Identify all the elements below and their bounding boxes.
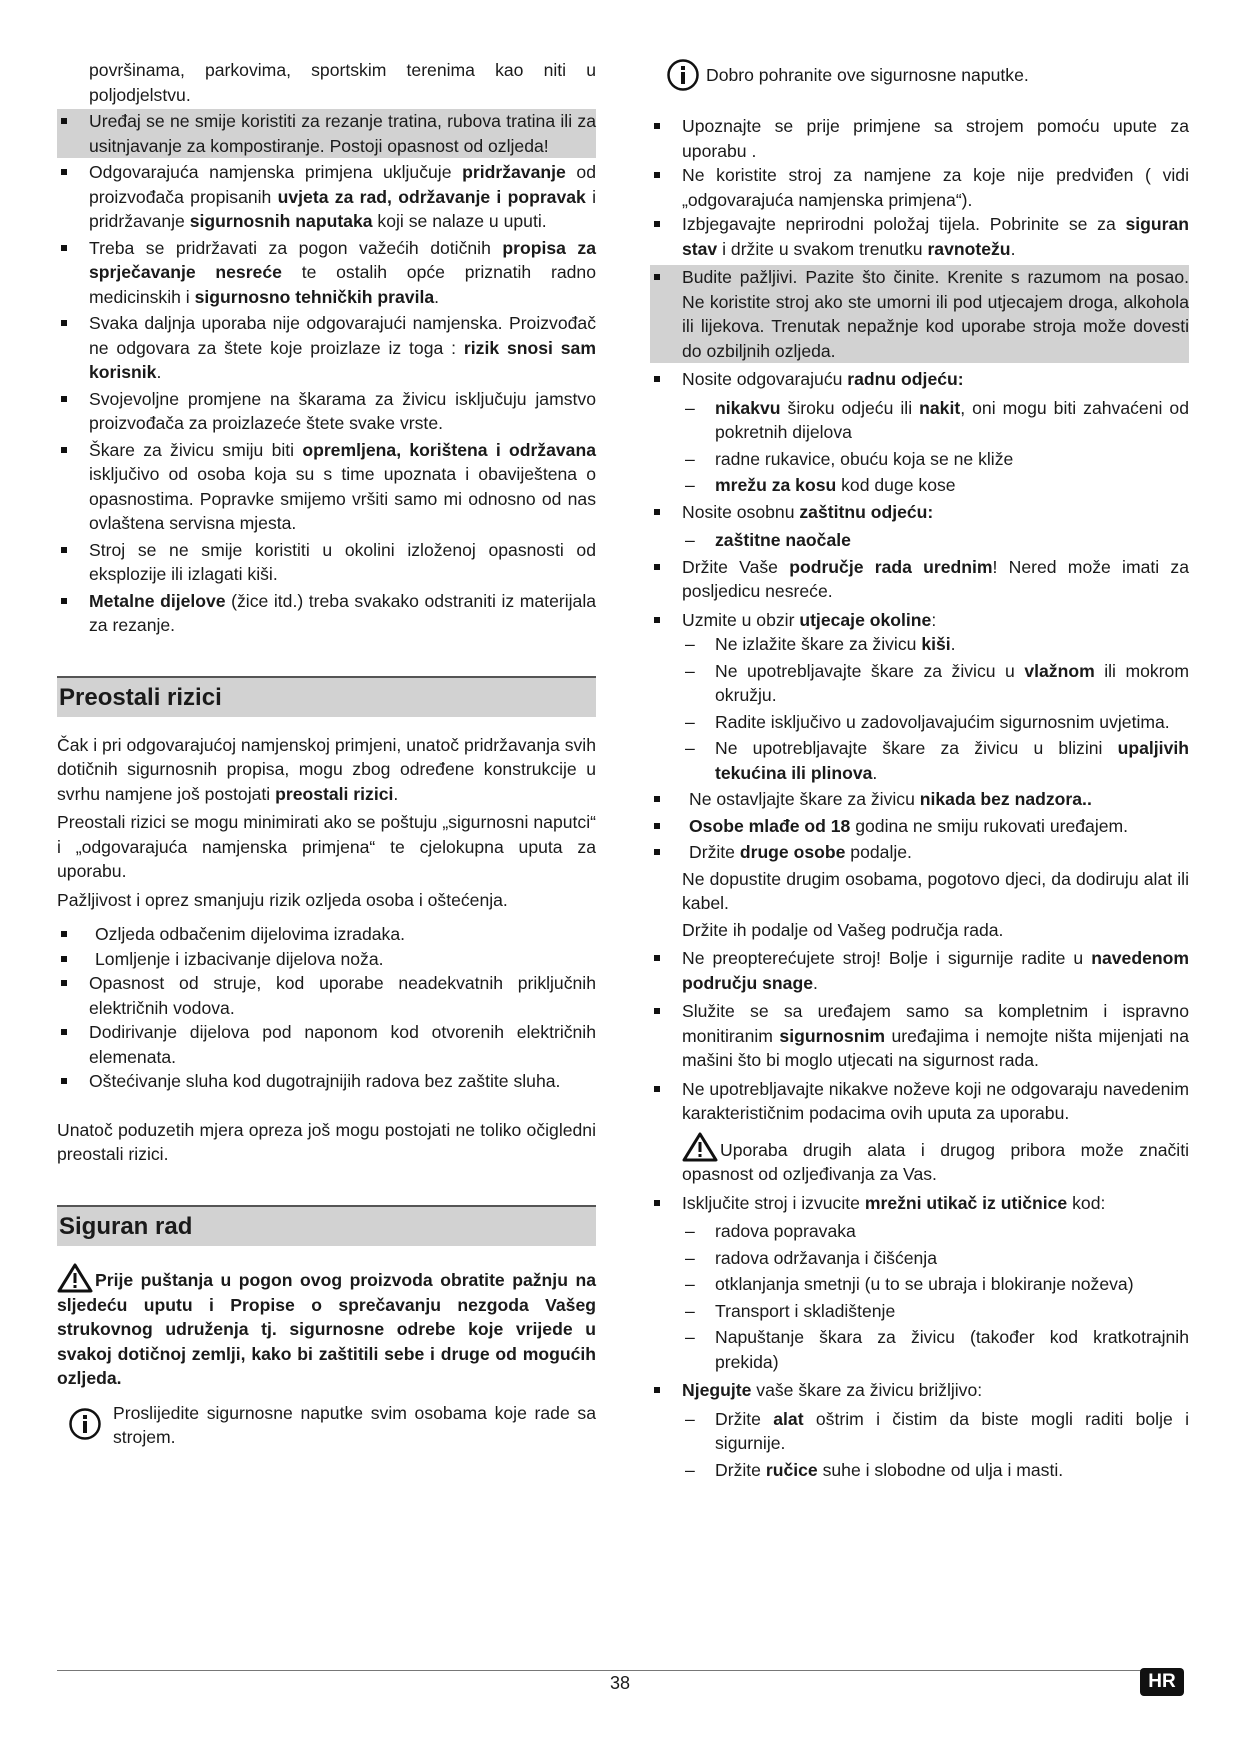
- warning-icon: [682, 1132, 718, 1162]
- bullet-icon: [57, 438, 89, 462]
- bullet-icon: [57, 1069, 89, 1093]
- paragraph: Preostali rizici se mogu minimirati ako se poštuju „sigurnosni naputci“ i „odgovarajuća namjenska primjena“ te cjelokupna uputa za uporabu.: [57, 812, 596, 881]
- warning-paragraph: Prije puštanja u pogon ovog proizvoda obratite pažnju na sljedeću uputu i Propise o sprečavanju nezgoda Vašeg strukovnog udruženja tj. sigurnosne odrebe koje vrijede u svakoj dotičnoj zemlji, kako bi zaštitili sebe i druge od mogućih ozljeda.: [57, 1268, 596, 1391]
- list-item: Budite pažljivi. Pazite što činite. Krenite s razumom na posao. Ne koristite stroj ako ste umorni ili pod utjecajem droga, alkohola ili lijekova. Trenutak nepažnje kod uporabe stroja može dovesti do ozbiljnih ozljeda.: [650, 265, 1189, 363]
- info-note: Proslijedite sigurnosne naputke svim osobama koje rade sa strojem.: [57, 1401, 596, 1450]
- list-item: Opasnost od struje, kod uporabe neadekvatnih priključnih električnih vodova.: [57, 971, 596, 1020]
- bullet-icon: [650, 500, 682, 524]
- list-item: Držite Vaše područje rada urednim! Nered može imati za posljedicu nesreće.: [650, 555, 1189, 604]
- info-icon: [660, 58, 706, 92]
- info-note: Dobro pohranite ove sigurnosne naputke.: [650, 58, 1189, 92]
- bullet-icon: [650, 946, 682, 970]
- list-item: Odgovarajuća namjenska primjena uključuje pridržavanje od proizvođača propisanih uvjeta za rad, održavanje i popravak i pridržavanje sigurnosnih naputaka koji se nalaze u uputi.: [57, 160, 596, 234]
- left-column: [57, 58, 596, 1450]
- dash-item: – Radite isključivo u zadovoljavajućim sigurnosnim uvjetima.: [685, 711, 1170, 732]
- section-heading-safe-work: Siguran rad: [57, 1205, 596, 1246]
- warning-note: Uporaba drugih alata i drugog pribora može značiti opasnost od ozljeđivanja za Vas.: [650, 1138, 1189, 1187]
- list-item: Stroj se ne smije koristiti u okolini izloženoj opasnosti od eksplozije ili izlagati kiši.: [57, 538, 596, 587]
- list-item: Isključite stroj i izvucite mrežni utikač iz utičnice kod:: [650, 1191, 1189, 1216]
- list-item: Nosite odgovarajuću radnu odjeću:: [650, 367, 1189, 392]
- dash-item: – radova popravaka: [685, 1221, 856, 1241]
- dash-item: – Držite ručice suhe i slobodne od ulja i masti.: [685, 1459, 1064, 1480]
- bullet-icon: [57, 922, 89, 946]
- bullet-icon: [650, 114, 682, 138]
- footer-divider: [57, 1670, 1183, 1671]
- dash-item: – radova održavanja i čišćenja: [685, 1247, 938, 1268]
- list-item: Ne ostavljajte škare za živicu nikada bez nadzora..: [650, 787, 1189, 812]
- list-item: Treba se pridržavati za pogon važećih dotičnih propisa za sprječavanje nesreće te ostalih opće priznatih radno medicinskih i sigurnosno tehničkih pravila.: [57, 236, 596, 310]
- language-badge: HR: [1140, 1668, 1184, 1696]
- bullet-icon: [650, 212, 682, 236]
- page-number: 38: [609, 1673, 631, 1693]
- paragraph: Čak i pri odgovarajućoj namjenskoj primjeni, unatoč pridržavanja svih dotičnih sigurnosnih propisa, mogu zbog određene konstrukcije u svrhu namjene još postojati preostali rizici.: [57, 734, 596, 804]
- bullet-icon: [650, 814, 682, 838]
- bullet-icon: [57, 1020, 89, 1044]
- bullet-icon: [650, 840, 682, 864]
- list-item: Njegujte vaše škare za živicu brižljivo:: [650, 1378, 1189, 1403]
- list-item: Ozljeda odbačenim dijelovima izradaka.: [57, 922, 596, 947]
- dash-item: – Napuštanje škara za živicu (također kod kratkotrajnih prekida): [685, 1327, 1189, 1372]
- info-icon: [57, 1407, 113, 1441]
- bullet-icon: [57, 589, 89, 613]
- list-item: Ne koristite stroj za namjene za koje nije predviđen ( vidi „odgovarajuća namjenska primjena“).: [650, 163, 1189, 212]
- list-item: Dodirivanje dijelova pod naponom kod otvorenih električnih elemenata.: [57, 1020, 596, 1069]
- list-item: Ne preopterećujete stroj! Bolje i sigurnije radite u navedenom području snage.: [650, 946, 1189, 995]
- dash-item: – radne rukavice, obuću koja se ne kliže: [685, 448, 1014, 469]
- dash-item: – zaštitne naočale: [685, 530, 851, 550]
- dash-item: – Transport i skladištenje: [685, 1300, 896, 1321]
- bullet-icon: [57, 311, 89, 335]
- list-item: Držite druge osobe podalje.: [650, 840, 1189, 865]
- list-item: Izbjegavajte neprirodni položaj tijela. Pobrinite se za siguran stav i držite u svakom trenutku ravnotežu.: [650, 212, 1189, 261]
- bullet-icon: [650, 265, 682, 289]
- bullet-icon: [57, 236, 89, 260]
- warning-icon: [57, 1263, 93, 1293]
- bullet-icon: [57, 160, 89, 184]
- list-item: Svaka daljnja uporaba nije odgovarajući namjenska. Proizvođač ne odgovara za štete koje proizlaze iz toga : rizik snosi sam korisnik.: [57, 311, 596, 385]
- paragraph: Ne dopustite drugim osobama, pogotovo djeci, da dodiruju alat ili kabel.: [682, 868, 1189, 913]
- bullet-icon: [57, 971, 89, 995]
- bullet-icon: [650, 367, 682, 391]
- dash-item: – otklanjanja smetnji (u to se ubraja i blokiranje noževa): [685, 1274, 1134, 1294]
- dash-item: – Držite alat oštrim i čistim da biste mogli raditi bolje i sigurnije.: [685, 1408, 1189, 1453]
- dash-item: – Ne upotrebljavajte škare za živicu u blizini upaljivih tekućina ili plinova.: [685, 738, 1189, 783]
- bullet-icon: [57, 538, 89, 562]
- bullet-icon: [650, 608, 682, 632]
- list-item: Služite se sa uređajem samo sa kompletnim i ispravno monitiranim sigurnosnim uređajima i nemojte ništa mijenjati na mašini što bi moglo utjecati na sigurnost rada.: [650, 999, 1189, 1073]
- dash-item: – nikakvu široku odjeću ili nakit, oni mogu biti zahvaćeni od pokretnih dijelova: [685, 397, 1189, 442]
- paragraph: Unatoč poduzetih mjera opreza još mogu postojati ne toliko očigledni preostali rizici.: [57, 1119, 596, 1164]
- bullet-icon: [650, 1077, 682, 1101]
- list-item: Upoznajte se prije primjene sa strojem pomoću upute za uporabu .: [650, 114, 1189, 163]
- dash-item: – Ne izlažite škare za živicu kiši.: [685, 634, 956, 654]
- list-item: Oštećivanje sluha kod dugotrajnijih radova bez zaštite sluha.: [57, 1069, 596, 1094]
- list-item: Osobe mlađe od 18 godina ne smiju rukovati uređajem.: [650, 814, 1189, 839]
- list-item: Nosite osobnu zaštitnu odjeću:: [650, 500, 1189, 525]
- bullet-icon: [57, 109, 89, 133]
- bullet-icon: [650, 1378, 682, 1402]
- paragraph: Pažljivost i oprez smanjuju rizik ozljeda osoba i oštećenja.: [57, 889, 508, 910]
- list-item: Lomljenje i izbacivanje dijelova noža.: [57, 947, 596, 972]
- right-column: [650, 58, 1189, 1482]
- list-item: Svojevoljne promjene na škarama za živicu isključuju jamstvo proizvođača za proizlazeće štete svake vrste.: [57, 387, 596, 436]
- bullet-icon: [57, 947, 89, 971]
- bullet-icon: [650, 999, 682, 1023]
- bullet-icon: [650, 787, 682, 811]
- list-item: Uređaj se ne smije koristiti za rezanje tratina, rubova tratina ili za usitnjavanje za kompostiranje. Postoji opasnost od ozljeda!: [57, 109, 596, 158]
- list-item: Ne upotrebljavajte nikakve noževe koji ne odgovaraju navedenim karakterističnim podacima ovih uputa za uporabu.: [650, 1077, 1189, 1126]
- section-heading-residual-risks: Preostali rizici: [57, 676, 596, 717]
- list-item: Metalne dijelove (žice itd.) treba svakako odstraniti iz materijala za rezanje.: [57, 589, 596, 638]
- bullet-icon: [57, 387, 89, 411]
- bullet-icon: [650, 555, 682, 579]
- list-item: Uzmite u obzir utjecaje okoline:: [650, 608, 1189, 633]
- bullet-icon: [650, 163, 682, 187]
- dash-item: – mrežu za kosu kod duge kose: [685, 475, 956, 495]
- paragraph: Držite ih podalje od Vašeg područja rada.: [682, 919, 1004, 940]
- dash-item: – Ne upotrebljavajte škare za živicu u vlažnom ili mokrom okružju.: [685, 660, 1190, 705]
- paragraph: površinama, parkovima, sportskim terenima kao niti u poljodjelstvu.: [89, 60, 596, 105]
- bullet-icon: [650, 1191, 682, 1215]
- list-item: Škare za živicu smiju biti opremljena, korištena i održavana isključivo od osoba koja su s time upoznata i obaviještena o opasnostima. Popravke smijemo vršiti samo mi odnosno od nas ovlaštena servisna mjesta.: [57, 438, 596, 536]
